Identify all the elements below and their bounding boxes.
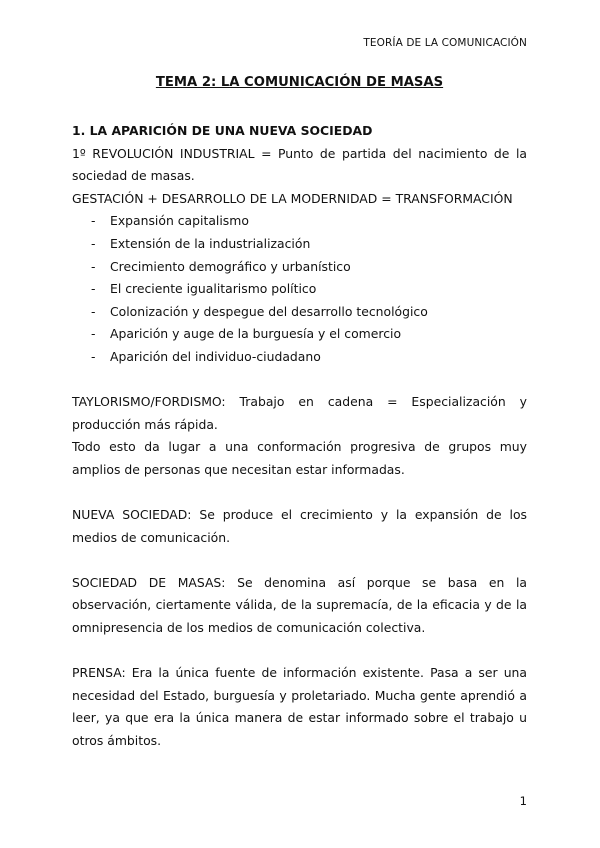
list-item [72, 233, 527, 256]
bullet-marker: - [91, 213, 96, 229]
list-item [72, 210, 527, 233]
bullet-marker: - [91, 326, 96, 342]
running-header: TEORÍA DE LA COMUNICACIÓN [363, 37, 527, 49]
list-item [72, 278, 527, 301]
list-item-text: Colonización y despegue del desarrollo tecnológico [110, 303, 428, 319]
section-heading: 1. LA APARICIÓN DE UNA NUEVA SOCIEDAD [72, 123, 373, 138]
bullet-marker: - [91, 281, 96, 297]
bullet-marker: - [91, 258, 96, 274]
paragraph-prensa: PRENSA: Era la única fuente de información existente. Pasa a ser una necesidad del Estado, burguesía y proletariado. Mucha gente aprendió a leer, ya que era la única manera de estar informado sobre el trabajo u otros ámbitos. [72, 665, 527, 749]
paragraph-sociedad-de-masas: SOCIEDAD DE MASAS: Se denomina así porque se basa en la observación, ciertamente válida, de la supremacía, de la eficacia y de la omnipresencia de los medios de comunicación colectiva. [72, 574, 527, 636]
page-title: TEMA 2: LA COMUNICACIÓN DE MASAS [155, 75, 444, 90]
list-item-text: Aparición del individuo-ciudadano [110, 348, 321, 364]
list-item-text: El creciente igualitarismo político [110, 281, 317, 297]
list-item-text: Extensión de la industrialización [110, 235, 311, 251]
bullet-marker: - [91, 348, 96, 364]
paragraph-revolucion-industrial: 1º REVOLUCIÓN INDUSTRIAL = Punto de partida del nacimiento de la sociedad de masas. [72, 145, 527, 184]
list-item-text: Aparición y auge de la burguesía y el comercio [110, 326, 402, 342]
page-number: 1 [519, 794, 527, 808]
paragraph-gestacion: GESTACIÓN + DESARROLLO DE LA MODERNIDAD = TRANSFORMACIÓN [72, 190, 513, 206]
bullet-list [72, 210, 527, 368]
list-item [72, 301, 527, 324]
paragraph-nueva-sociedad: NUEVA SOCIEDAD: Se produce el crecimiento y la expansión de los medios de comunicación. [72, 507, 527, 545]
bullet-marker: - [91, 303, 96, 319]
paragraph-taylorismo: TAYLORISMO/FORDISMO: Trabajo en cadena = Especialización y producción más rápida. [72, 394, 527, 432]
list-item-text: Expansión capitalismo [110, 213, 249, 229]
list-item [72, 256, 527, 279]
page-content [72, 72, 527, 753]
list-item [72, 346, 527, 369]
list-item [72, 323, 527, 346]
paragraph-todo-esto: Todo esto da lugar a una conformación progresiva de grupos muy amplios de personas que necesitan estar informadas. [72, 439, 527, 477]
list-item-text: Crecimiento demográfico y urbanístico [110, 258, 351, 274]
bullet-marker: - [91, 235, 96, 251]
